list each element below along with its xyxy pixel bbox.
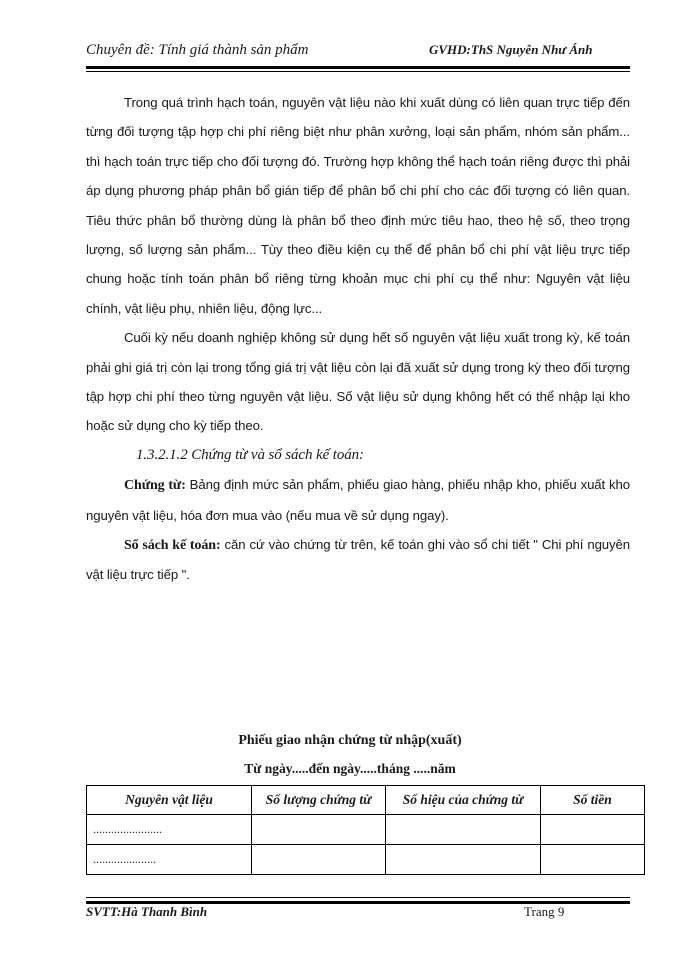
section-subheading: 1.3.2.1.2 Chứng từ và sổ sách kế toán: [136,446,364,463]
header-topic: Chuyên đề: Tính giá thành sản phẩm [86,42,309,58]
column-header-doc-number: Số hiệu của chứng từ [386,786,541,815]
paragraph-end-of-period: Cuối kỳ nếu doanh nghiệp không sử dụng hết số nguyên vật liệu xuất trong kỳ, kế toán phải ghi giá trị còn lại trong tổng giá trị vật liệu còn lại đã xuất sử dụng trong kỳ theo đối tượng tập hợp chi phí theo từng nguyên vật liệu. Số vật liệu sử dụng không hết có thể nhập lại kho hoặc sử dụng cho kỳ tiếp theo. [86,330,630,434]
table-row [87,815,645,845]
receipt-table [86,785,645,875]
body-text [86,88,630,590]
table-cell [541,845,645,875]
table-cell [252,845,386,875]
paragraph-documents [86,470,630,530]
table-cell: ....................... [87,815,252,845]
table-cell: ..................... [87,845,252,875]
form-subtitle: Từ ngày.....đến ngày.....tháng .....năm [244,761,456,776]
books-text: căn cứ vào chứng từ trên, kế toán ghi vào sổ chi tiết " Chi phí nguyên vật liệu trực tiếp ". [86,537,630,583]
books-label: Sổ sách kế toán: [124,538,221,554]
table-row [87,845,645,875]
documents-label: Chứng từ: [124,478,186,494]
table-header-row [87,786,645,815]
page-footer [86,904,630,924]
column-header-material: Nguyên vật liệu [87,786,252,815]
paragraph-allocation: Trong quá trình hạch toán, nguyên vật liệu nào khi xuất dùng có liên quan trực tiếp đến từng đối tượng tập hợp chi phí riêng biệt như phân xưởng, loại sản phẩm, nhóm sản phẩm... thì hạch toán trực tiếp cho đối tượng đó. Trường hợp không thể hạch toán riêng được thì phải áp dụng phương pháp phân bổ gián tiếp để phân bổ chi phí cho các đối tượng có liên quan. Tiêu thức phân bổ thường dùng là phân bổ theo định mức tiêu hao, theo hệ số, theo trọng lượng, số lượng sản phẩm... Tùy theo điều kiện cụ thể để phân bổ chi phí vật liệu trực tiếp chung hoặc tính toán phân bổ riêng từng khoản mục chi phí cụ thể như: Nguyên vật liệu chính, vật liệu phụ, nhiên liệu, động lực... [86,95,630,316]
footer-student: SVTT:Hà Thanh Bình [86,904,208,919]
table-cell [541,815,645,845]
header-rule-thin [86,71,630,72]
page-header [86,42,630,64]
documents-text: Bảng định mức sản phẩm, phiếu giao hàng, phiếu nhập kho, phiếu xuất kho nguyên vật liệu, hóa đơn mua vào (nếu mua về sử dụng ngay). [86,477,630,523]
form-title: Phiếu giao nhận chứng từ nhập(xuất) [238,733,462,748]
header-supervisor: GVHD:ThS Nguyễn Như Ánh [429,42,593,57]
paragraph-books [86,530,630,590]
table-cell [386,815,541,845]
header-rule-thick [86,66,630,69]
table-cell [386,845,541,875]
column-header-doc-count: Số lượng chứng từ [252,786,386,815]
table-cell [252,815,386,845]
column-header-amount: Số tiền [541,786,645,815]
page-number: Trang 9 [524,904,565,919]
footer-rule-thin [86,897,630,898]
